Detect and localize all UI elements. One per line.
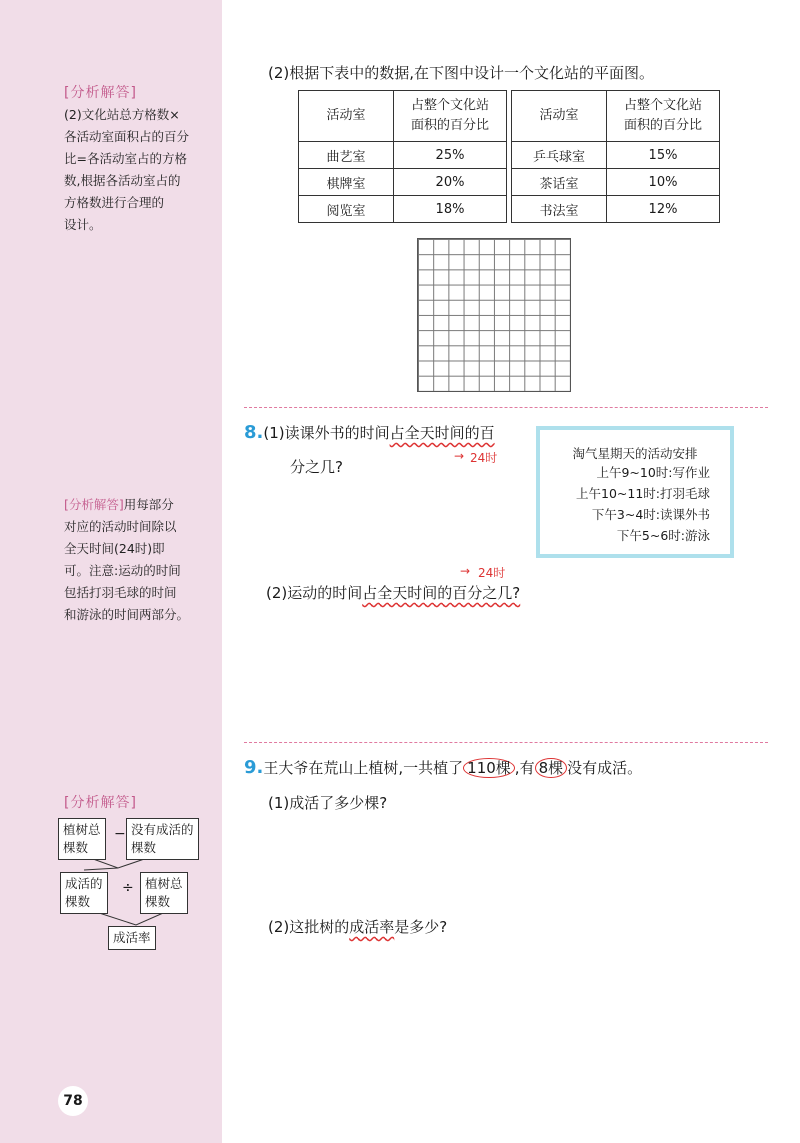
analysis-heading-1: [分析解答] <box>64 85 137 101</box>
note-line: 包括打羽毛球的时间 <box>64 585 177 600</box>
section-divider <box>244 742 768 743</box>
room-cell: 棋牌室 <box>299 169 394 196</box>
arrow-icon: → <box>454 449 465 463</box>
pct-cell: 10% <box>607 169 720 196</box>
pct-cell: 15% <box>607 142 720 169</box>
room-cell: 阅览室 <box>299 196 394 223</box>
room-cell: 曲艺室 <box>299 142 394 169</box>
q8-text: (2)运动的时间 <box>266 584 363 602</box>
table-row <box>299 196 720 223</box>
box-total-trees: 植树总 棵数 <box>58 818 106 860</box>
q8-text: (1)读课外书的时间 <box>263 424 390 442</box>
minus-sign: − <box>114 826 126 842</box>
floor-plan-grid[interactable] <box>417 238 571 392</box>
q8-part1-line1 <box>244 422 495 443</box>
q9-underlined-text: 成活率 <box>349 918 395 936</box>
q9-part1: (1)成活了多少棵? <box>268 794 388 812</box>
schedule-item: 下午3~4时:读课外书 <box>591 507 710 522</box>
table-header-room: 活动室 <box>512 91 607 142</box>
note-line: 对应的活动时间除以 <box>64 519 177 534</box>
annotation-24h-2: 24时 <box>478 566 506 580</box>
page-number: 78 <box>58 1086 88 1116</box>
room-cell: 茶话室 <box>512 169 607 196</box>
note-line: 数,根据各活动室占的 <box>64 173 181 188</box>
circled-value: 110棵 <box>463 758 515 778</box>
section-divider <box>244 407 768 408</box>
schedule-item: 上午10~11时:打羽毛球 <box>576 486 710 501</box>
table-row <box>299 169 720 196</box>
analysis-heading-3: [分析解答] <box>64 795 137 811</box>
q8-part2 <box>266 582 520 603</box>
q8-underlined-text: 占全天时间的百分之几? <box>362 584 521 602</box>
circled-value: 8棵 <box>535 758 568 778</box>
q9-text: ,有 <box>514 759 535 777</box>
note-line: 各活动室面积占的百分 <box>64 129 190 144</box>
divide-sign: ÷ <box>122 880 134 896</box>
note-line: 用每部分 <box>123 497 174 512</box>
note-line: 可。注意:运动的时间 <box>64 563 181 578</box>
table-header-pct <box>607 91 720 142</box>
pct-cell: 20% <box>394 169 507 196</box>
q9-part2 <box>268 916 447 937</box>
schedule-item: 下午5~6时:游泳 <box>616 528 710 543</box>
schedule-card <box>536 426 734 558</box>
analysis-heading-2: [分析解答] <box>64 497 124 512</box>
activity-area-table <box>298 90 720 223</box>
table-row <box>299 142 720 169</box>
flow-connectors <box>0 0 222 960</box>
q9-text: 王大爷在荒山上植树,一共植了 <box>263 759 464 777</box>
room-cell: 乒乓球室 <box>512 142 607 169</box>
q8-underlined-text: 占全天时间的百 <box>389 424 495 442</box>
q9-text: (2)这批树的 <box>268 918 350 936</box>
arrow-icon: → <box>460 564 471 578</box>
box-survival-rate: 成活率 <box>108 926 156 950</box>
note-line: 方格数进行合理的 <box>64 195 165 210</box>
question-number: 9. <box>244 757 264 778</box>
header-pct-line: 占整个文化站 <box>410 98 489 113</box>
pct-cell: 18% <box>394 196 507 223</box>
header-pct-line: 占整个文化站 <box>623 98 702 113</box>
header-pct-line: 面积的百分比 <box>410 118 489 133</box>
header-pct-line: 面积的百分比 <box>623 118 702 133</box>
q8-part1-line2: 分之几? <box>290 458 343 476</box>
table-header-room: 活动室 <box>299 91 394 142</box>
pct-cell: 12% <box>607 196 720 223</box>
box-total-trees-2: 植树总 棵数 <box>140 872 188 914</box>
schedule-item: 上午9~10时:写作业 <box>596 465 710 480</box>
q7-part2-text: (2)根据下表中的数据,在下图中设计一个文化站的平面图。 <box>268 64 655 82</box>
note-line: 和游泳的时间两部分。 <box>64 607 190 622</box>
annotation-24h: 24时 <box>470 451 498 465</box>
box-dead-trees: 没有成活的 棵数 <box>126 818 199 860</box>
note-line: 全天时间(24时)即 <box>64 541 165 556</box>
q9-text: 是多少? <box>394 918 448 936</box>
note-line: (2)文化站总方格数× <box>64 107 180 122</box>
q9-text: 没有成活。 <box>567 759 643 777</box>
schedule-title: 淘气星期天的活动安排 <box>572 446 698 461</box>
note-line: 设计。 <box>64 217 102 232</box>
question-number: 8. <box>244 422 264 443</box>
note-line: 比=各活动室占的方格 <box>64 151 187 166</box>
table-header-pct <box>394 91 507 142</box>
pct-cell: 25% <box>394 142 507 169</box>
room-cell: 书法室 <box>512 196 607 223</box>
q9-stem <box>244 757 642 778</box>
box-alive-trees: 成活的 棵数 <box>60 872 108 914</box>
